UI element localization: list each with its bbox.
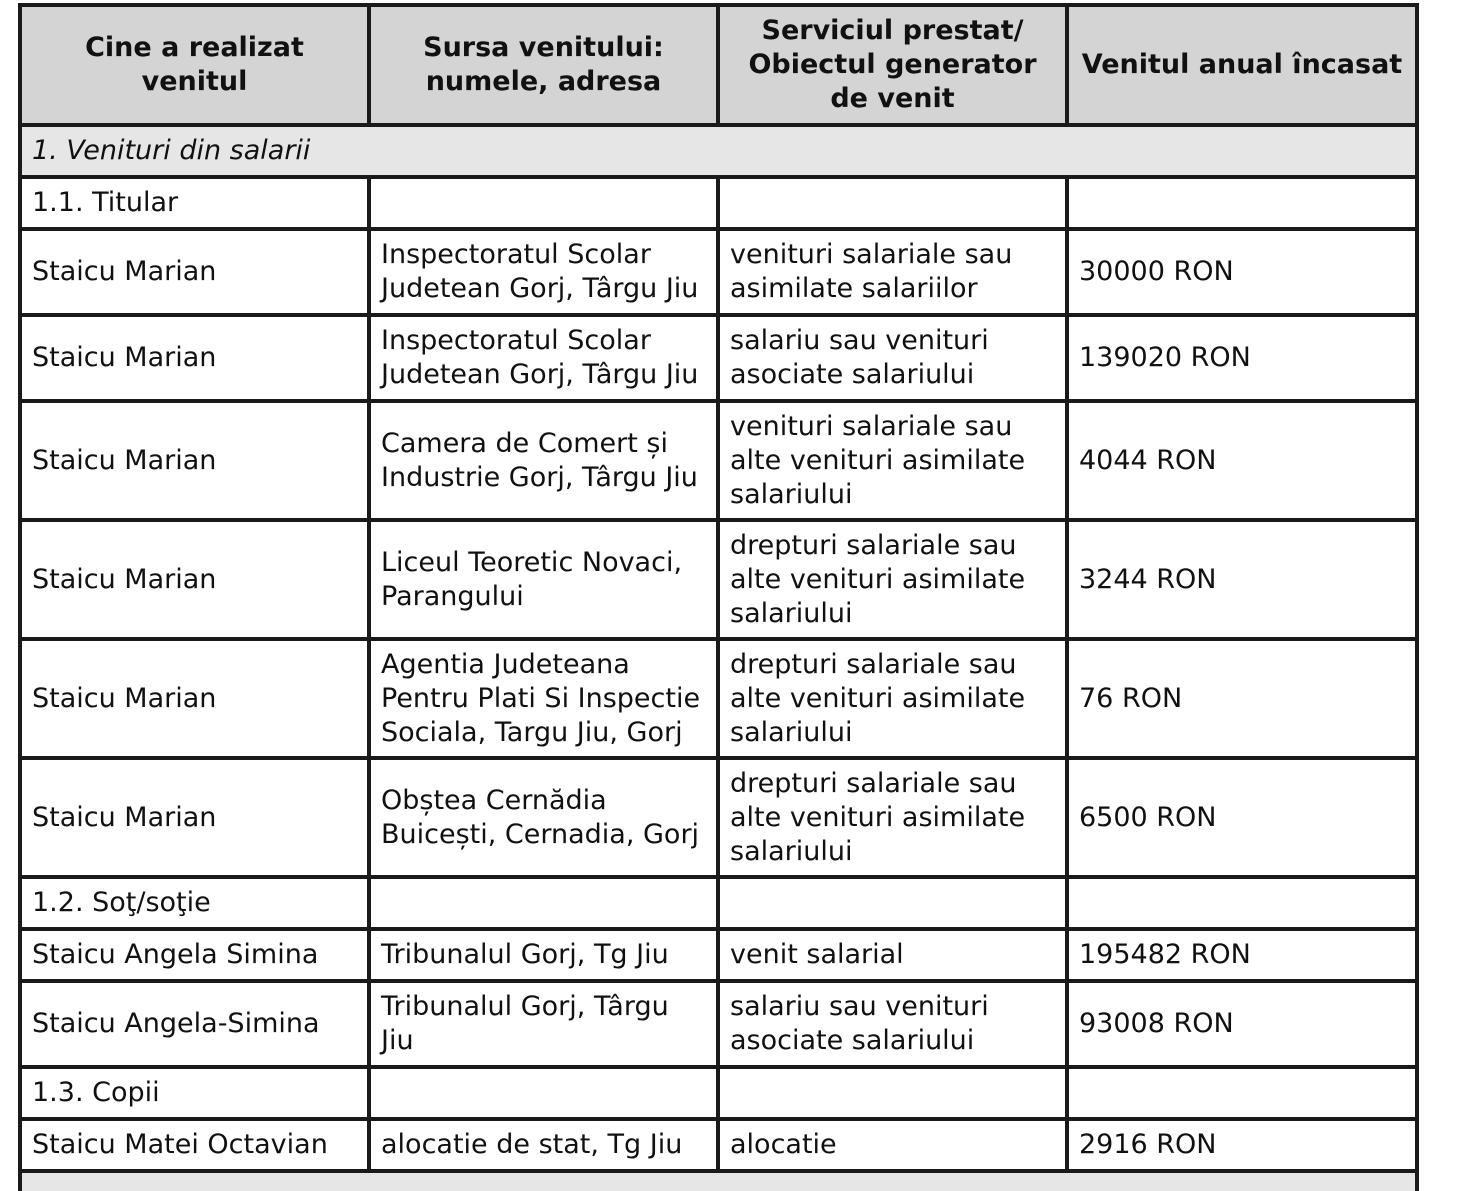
table-row <box>20 229 1417 315</box>
cell-service: drepturi salariale sau alte venituri asimilate salariului <box>718 758 1067 877</box>
income-declaration <box>18 3 1415 1191</box>
cell-amount: 195482 RON <box>1067 929 1417 981</box>
subsection-row <box>20 1067 1417 1119</box>
cell-amount: 6500 RON <box>1067 758 1417 877</box>
subsection-title: 1.2. Soţ/soţie <box>20 877 369 929</box>
cell-service: drepturi salariale sau alte venituri asimilate salariului <box>718 520 1067 639</box>
subsection-row <box>20 177 1417 229</box>
cell-source: Liceul Teoretic Novaci, Parangului <box>369 520 718 639</box>
cell-who: Staicu Marian <box>20 315 369 401</box>
cell-who: Staicu Marian <box>20 520 369 639</box>
header-row <box>20 5 1417 125</box>
cell-source: Camera de Comert și Industrie Gorj, Târgu Jiu <box>369 401 718 520</box>
section-title: 1. Venituri din salarii <box>20 125 1417 177</box>
cell-service: drepturi salariale sau alte venituri asimilate salariului <box>718 639 1067 758</box>
table-row <box>20 758 1417 877</box>
cell-service: venit salarial <box>718 929 1067 981</box>
table-row <box>20 520 1417 639</box>
cell-who: Staicu Matei Octavian <box>20 1119 369 1171</box>
table-row <box>20 315 1417 401</box>
cell-amount: 30000 RON <box>1067 229 1417 315</box>
cell-source: Tribunalul Gorj, Tg Jiu <box>369 929 718 981</box>
income-table <box>18 3 1419 1191</box>
cell-who: Staicu Marian <box>20 401 369 520</box>
cell-service: venituri salariale sau alte venituri asimilate salariului <box>718 401 1067 520</box>
header-who: Cine a realizat venitul <box>20 5 369 125</box>
cell-amount: 3244 RON <box>1067 520 1417 639</box>
cell-who: Staicu Marian <box>20 639 369 758</box>
cell-service: salariu sau venituri asociate salariului <box>718 981 1067 1067</box>
cell-amount: 4044 RON <box>1067 401 1417 520</box>
cell-source: Agentia Judeteana Pentru Plati Si Inspectie Sociala, Targu Jiu, Gorj <box>369 639 718 758</box>
cell-amount: 139020 RON <box>1067 315 1417 401</box>
subsection-row <box>20 877 1417 929</box>
cell-amount: 76 RON <box>1067 639 1417 758</box>
cell-who: Staicu Angela-Simina <box>20 981 369 1067</box>
cell-source: Inspectoratul Scolar Judetean Gorj, Târgu Jiu <box>369 315 718 401</box>
next-section-row <box>20 1171 1417 1191</box>
cell-service: salariu sau venituri asociate salariului <box>718 315 1067 401</box>
cell-source: Obștea Cernădia Buicești, Cernadia, Gorj <box>369 758 718 877</box>
cell-who: Staicu Angela Simina <box>20 929 369 981</box>
cell-source: alocatie de stat, Tg Jiu <box>369 1119 718 1171</box>
table-row <box>20 401 1417 520</box>
header-source: Sursa venitului: numele, adresa <box>369 5 718 125</box>
cell-service: alocatie <box>718 1119 1067 1171</box>
cell-who: Staicu Marian <box>20 758 369 877</box>
cell-service: venituri salariale sau asimilate salariilor <box>718 229 1067 315</box>
cell-amount: 93008 RON <box>1067 981 1417 1067</box>
table-row <box>20 981 1417 1067</box>
table-row <box>20 639 1417 758</box>
header-service: Serviciul prestat/ Obiectul generator de venit <box>718 5 1067 125</box>
cell-source: Tribunalul Gorj, Târgu Jiu <box>369 981 718 1067</box>
cell-source: Inspectoratul Scolar Judetean Gorj, Târgu Jiu <box>369 229 718 315</box>
subsection-title: 1.3. Copii <box>20 1067 369 1119</box>
header-amount: Venitul anual încasat <box>1067 5 1417 125</box>
subsection-title: 1.1. Titular <box>20 177 369 229</box>
table-row <box>20 929 1417 981</box>
section-row <box>20 125 1417 177</box>
cell-who: Staicu Marian <box>20 229 369 315</box>
table-row <box>20 1119 1417 1171</box>
cell-amount: 2916 RON <box>1067 1119 1417 1171</box>
